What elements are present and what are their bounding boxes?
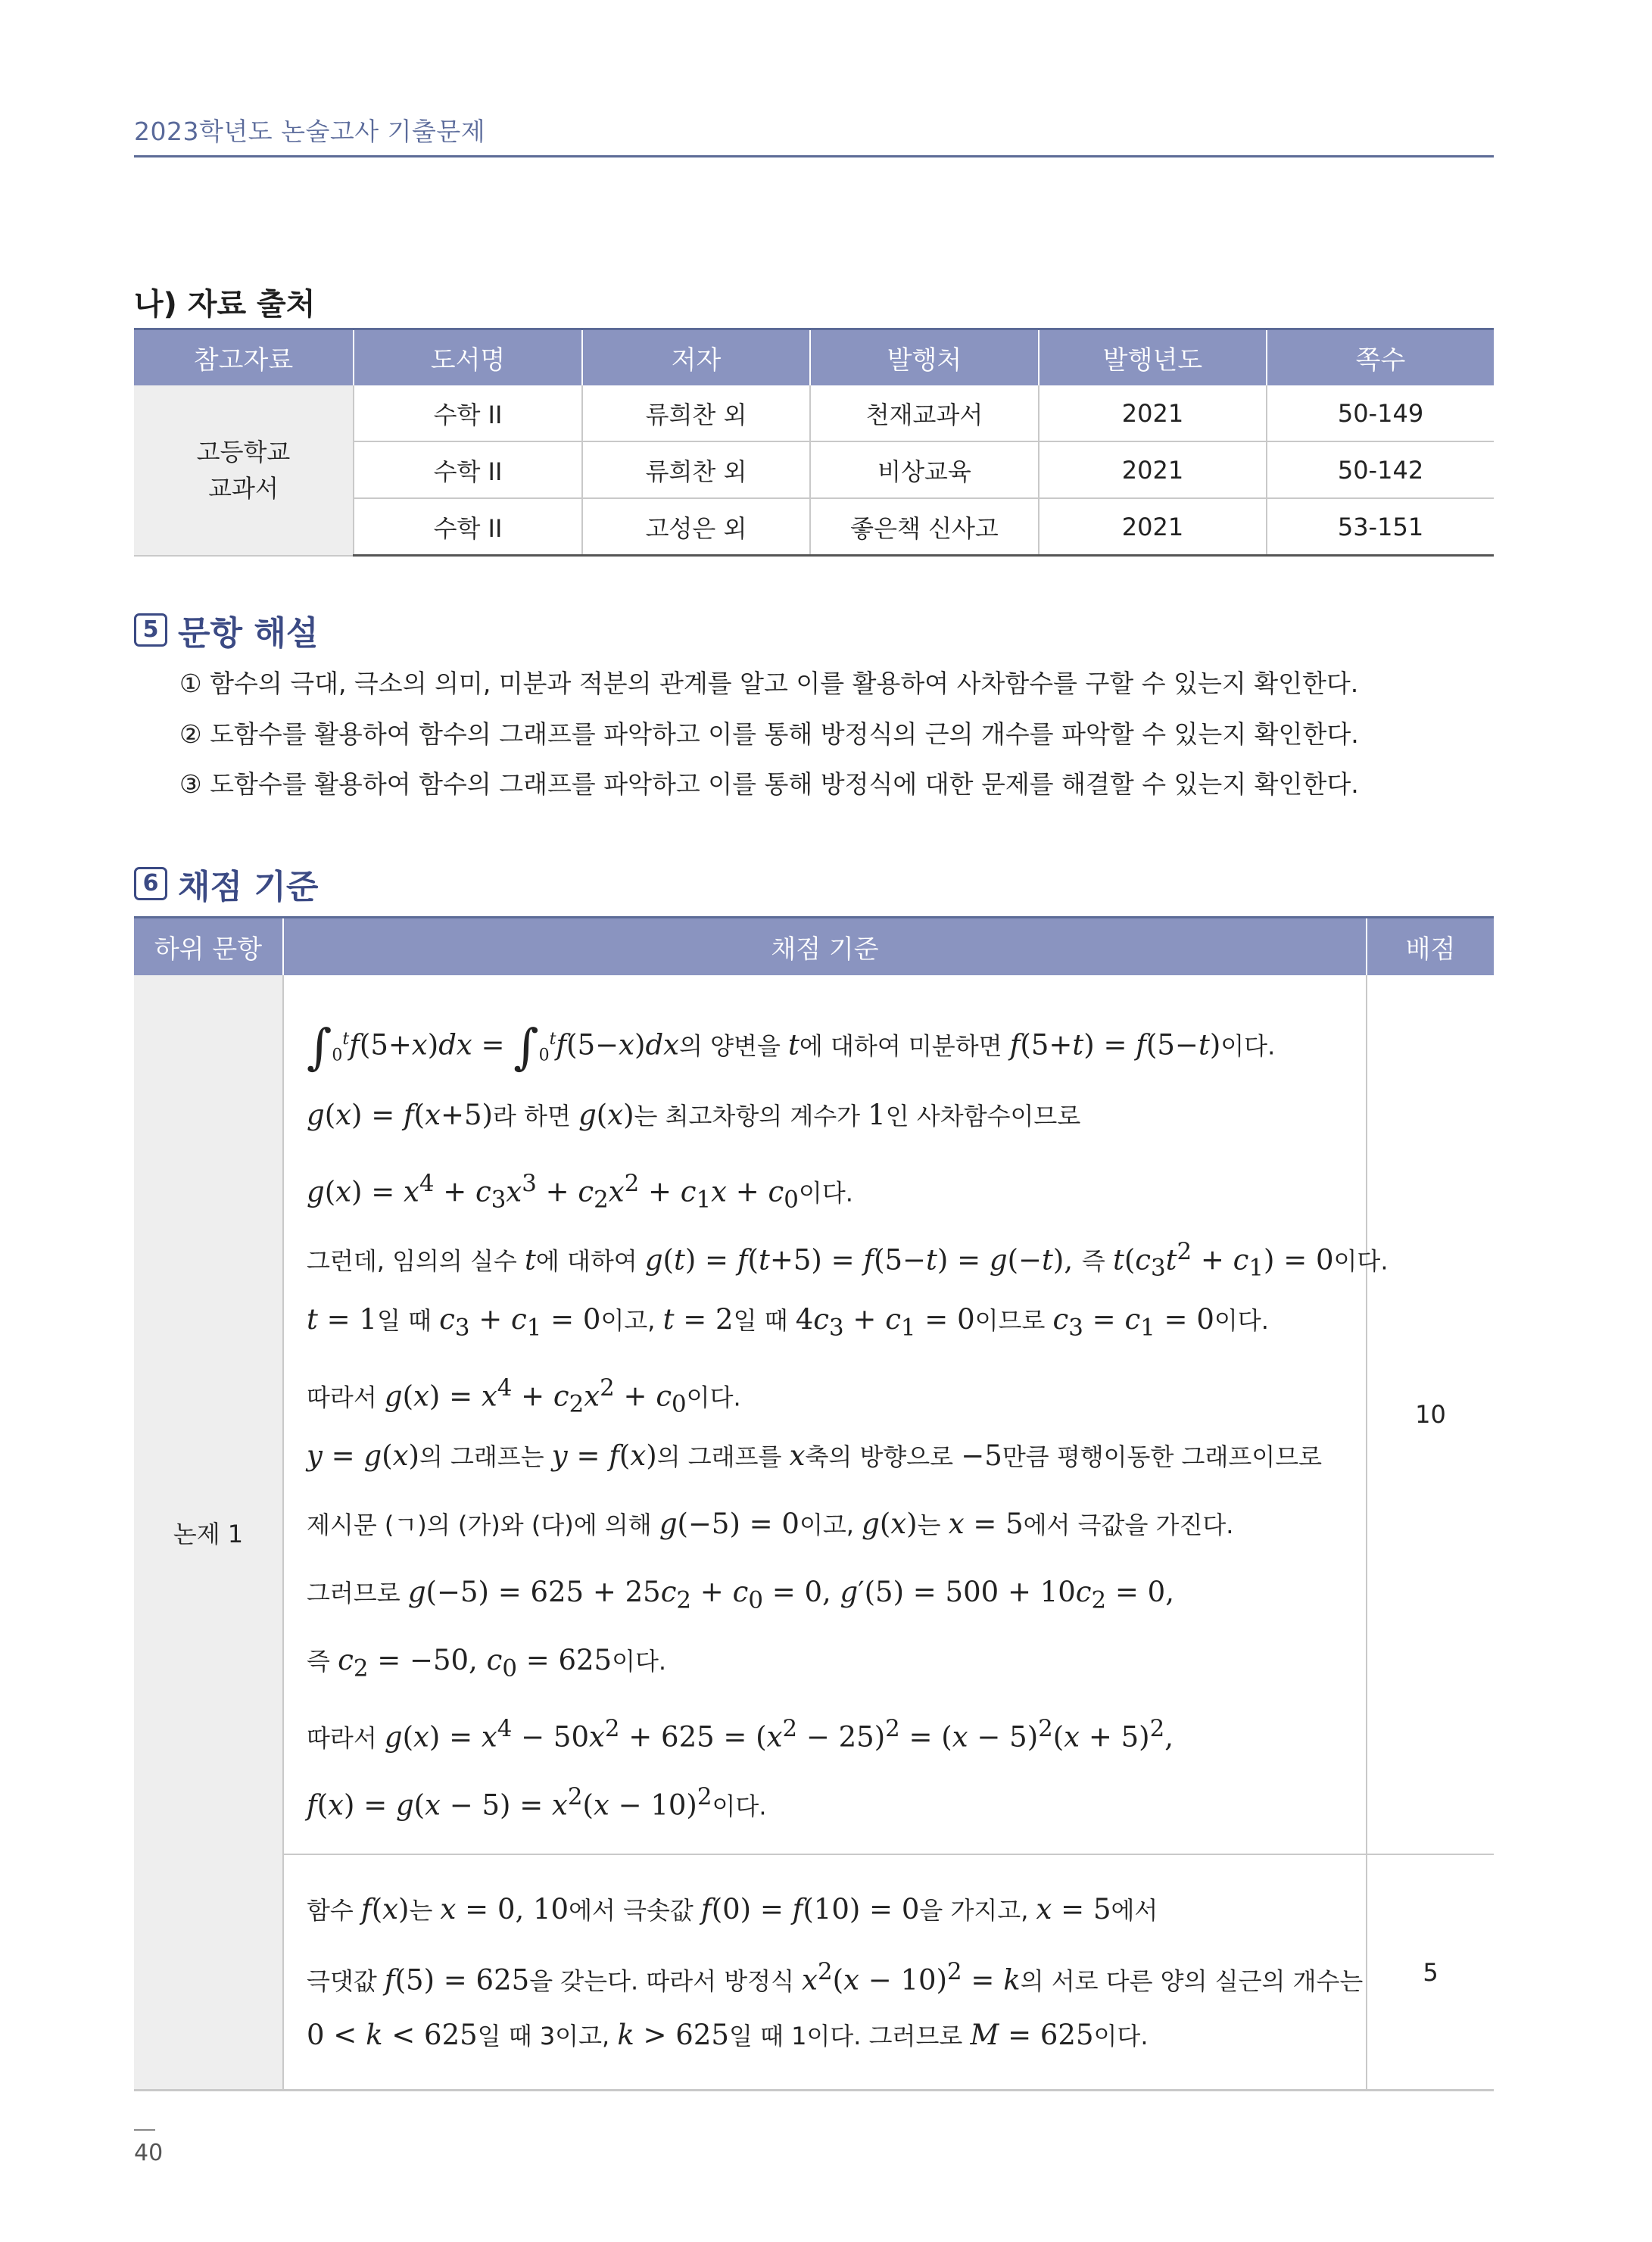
col-header: 발행처 xyxy=(810,329,1039,386)
header-rule xyxy=(134,155,1494,157)
table-cell: 2021 xyxy=(1039,385,1267,441)
math-line: 제시문 (ㄱ)의 (가)와 (다)에 의해 g(−5) = 0이고, g(x)는 x = 5에서 극값을 가진다. xyxy=(307,1508,1234,1540)
col-header: 배점 xyxy=(1367,918,1494,976)
source-table xyxy=(134,328,1494,557)
math-line: 0 < k < 625일 때 3이고, k > 625일 때 1이다. 그러므로 M = 625이다. xyxy=(307,2019,1149,2051)
section-title: 문항 해설 xyxy=(178,614,319,653)
math-line: y = g(x)의 그래프는 y = f(x)의 그래프를 x축의 방향으로 −5만큼 평행이동한 그래프이므로 xyxy=(307,1439,1323,1472)
table-cell: 50-142 xyxy=(1267,441,1494,498)
grading-table xyxy=(134,916,1494,2091)
source-section-title: 나) 자료 출처 xyxy=(134,287,316,322)
table-cell: 수학 II xyxy=(354,385,582,441)
math-line: g(x) = f(x+5)라 하면 g(x)는 최고차항의 계수가 1인 사차함수이므로 xyxy=(307,1099,1081,1131)
table-row xyxy=(134,1854,1494,2091)
commentary-item: ① 함수의 극대, 극소의 의미, 미분과 적분의 관계를 알고 이를 활용하여 사차함수를 구할 수 있는지 확인한다. xyxy=(179,669,1359,698)
table-cell: 좋은책 신사고 xyxy=(810,498,1039,556)
score-cell: 5 xyxy=(1367,1854,1494,2091)
math-line: $f(x) = g(x - 5) = x^2(x - 10)^2$이다. xyxy=(307,1783,767,1822)
criteria-cell xyxy=(283,1854,1367,2091)
category-line: 고등학교 xyxy=(196,437,291,466)
math-line: 따라서 $g(x) = x^4 + c_2x^2 + c_0$이다. xyxy=(307,1374,741,1418)
table-cell: 비상교육 xyxy=(810,441,1039,498)
table-cell: 수학 II xyxy=(354,498,582,556)
source-table-header xyxy=(134,329,1494,386)
score-cell: 10 xyxy=(1367,975,1494,1854)
subquestion-cell: 논제 1 xyxy=(134,975,283,2091)
table-cell: 50-149 xyxy=(1267,385,1494,441)
math-line: 그런데, 임의의 실수 t에 대하여 g(t) = f(t+5) = f(5−t) = g(−t), 즉 $t(c_3t^2 + c_1) = 0$이다. xyxy=(307,1238,1389,1282)
criteria-cell xyxy=(283,975,1389,1854)
table-cell: 류희찬 외 xyxy=(582,385,810,441)
commentary-item: ② 도함수를 활용하여 함수의 그래프를 파악하고 이를 통해 방정식의 근의 개수를 파악할 수 있는지 확인한다. xyxy=(179,719,1359,749)
col-header: 도서명 xyxy=(354,329,582,386)
table-row xyxy=(134,975,1494,1854)
table-row xyxy=(134,385,1494,441)
table-cell: 천재교과서 xyxy=(810,385,1039,441)
grading-table-header xyxy=(134,918,1494,976)
col-header: 쪽수 xyxy=(1267,329,1494,386)
math-line: 함수 f(x)는 x = 0, 10에서 극솟값 f(0) = f(10) = 0을 가지고, x = 5에서 xyxy=(307,1893,1158,1926)
section-6-heading xyxy=(134,859,318,908)
math-line: 따라서 $g(x) = x^4 - 50x^2 + 625 = (x^2 - 25)^2 = (x - 5)^2(x + 5)^2$, xyxy=(307,1715,1174,1754)
section-5-heading xyxy=(134,606,318,654)
section-number-badge: 6 xyxy=(134,867,167,900)
col-header: 참고자료 xyxy=(134,329,354,386)
col-header: 저자 xyxy=(582,329,810,386)
math-line: $g(x) = x^4 + c_3x^3 + c_2x^2 + c_1x + c_0$이다. xyxy=(307,1170,853,1214)
footer-rule xyxy=(134,2129,155,2131)
table-cell: 2021 xyxy=(1039,498,1267,556)
math-line: 극댓값 f(5) = 625을 갖는다. 따라서 방정식 $x^2(x - 10)^2 = k$의 서로 다른 양의 실근의 개수는 xyxy=(307,1958,1364,1997)
section-number-badge: 5 xyxy=(134,613,167,647)
table-cell: 류희찬 외 xyxy=(582,441,810,498)
page-number: 40 xyxy=(134,2140,164,2166)
math-line: t = 1일 때 $c_3 + c_1 = 0$이고, t = 2일 때 $4c_3 + c_1 = 0$이므로 $c_3 = c_1 = 0$이다. xyxy=(307,1303,1269,1342)
math-line: $\int_0^tf(5+x)dx = \int_0^tf(5-x)dx$의 양변을 t에 대하여 미분하면 f(5+t) = f(5−t)이다. xyxy=(307,1019,1276,1076)
category-line: 교과서 xyxy=(208,473,279,503)
col-header: 발행년도 xyxy=(1039,329,1267,386)
table-cell: 수학 II xyxy=(354,441,582,498)
commentary-item: ③ 도함수를 활용하여 함수의 그래프를 파악하고 이를 통해 방정식에 대한 문제를 해결할 수 있는지 확인한다. xyxy=(179,769,1359,799)
math-line: 즉 $c_2 = -50$, $c_0 = 625$이다. xyxy=(307,1644,667,1682)
table-cell: 53-151 xyxy=(1267,498,1494,556)
running-header: 2023학년도 논술고사 기출문제 xyxy=(134,117,486,146)
category-cell xyxy=(134,385,354,556)
math-line: 그러므로 $g(-5) = 625 + 25c_2 + c_0 = 0$, $g'(5) = 500 + 10c_2 = 0$, xyxy=(307,1576,1174,1614)
col-header: 채점 기준 xyxy=(283,918,1367,976)
col-header: 하위 문항 xyxy=(134,918,283,976)
section-title: 채점 기준 xyxy=(178,868,319,906)
table-cell: 2021 xyxy=(1039,441,1267,498)
table-cell: 고성은 외 xyxy=(582,498,810,556)
